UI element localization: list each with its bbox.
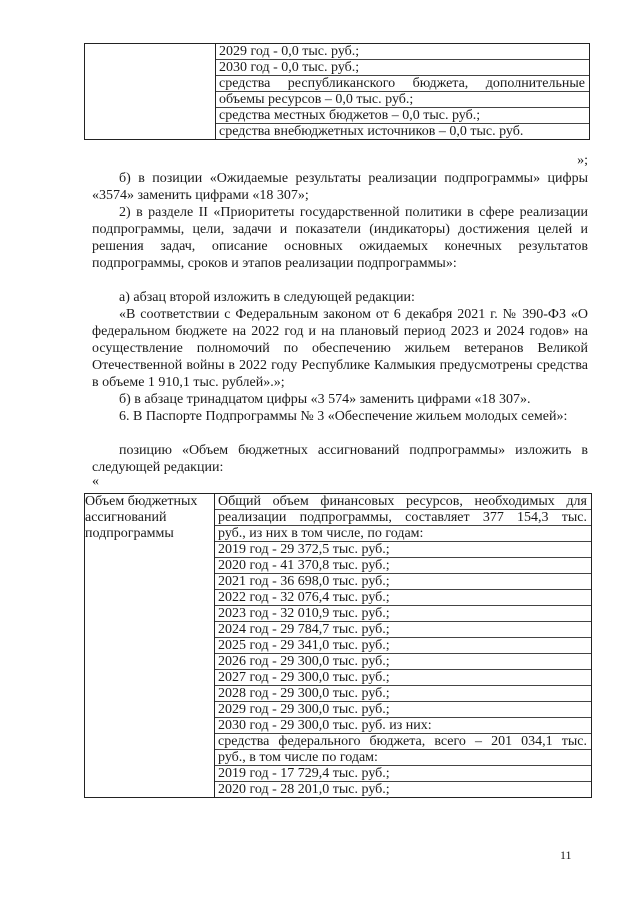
table-line: 2025 год - 29 341,0 тыс. руб.; [215, 638, 591, 654]
budget-table-continued [84, 43, 590, 140]
table-line: Общий объем финансовых ресурсов, необходимых для [215, 494, 591, 510]
table-line: 2019 год - 17 729,4 тыс. руб.; [215, 766, 591, 782]
table-line: 2022 год - 32 076,4 тыс. руб.; [215, 590, 591, 606]
table-line: объемы ресурсов – 0,0 тыс. руб.; [216, 92, 589, 108]
paragraph: б) в позиции «Ожидаемые результаты реализации подпрограммы» цифры «3574» заменить цифрами «18 307»; [92, 171, 588, 203]
opening-quote: « [92, 474, 99, 489]
table-line: 2028 год - 29 300,0 тыс. руб.; [215, 686, 591, 702]
paragraph: 6. В Паспорте Подпрограммы № 3 «Обеспечение жильем молодых семей»: [119, 409, 568, 424]
table-line: руб., из них в том числе, по годам: [215, 526, 591, 542]
table-line: реализации подпрограммы, составляет 377 154,3 тыс. [215, 510, 591, 526]
table-line: средства федерального бюджета, всего – 201 034,1 тыс. [215, 734, 591, 750]
table-line: 2024 год - 29 784,7 тыс. руб.; [215, 622, 591, 638]
table-line: 2020 год - 41 370,8 тыс. руб.; [215, 558, 591, 574]
page-number: 11 [560, 848, 572, 862]
paragraph: б) в абзаце тринадцатом цифры «3 574» заменить цифрами «18 307». [119, 392, 531, 407]
row-header: Объем бюджетных ассигнований подпрограммы [85, 494, 215, 798]
closing-quote: »; [577, 153, 588, 168]
table-right-cell [216, 44, 590, 140]
table-line: 2021 год - 36 698,0 тыс. руб.; [215, 574, 591, 590]
table-line: средства республиканского бюджета, дополнительные [216, 76, 589, 92]
table-line: руб., в том числе по годам: [215, 750, 591, 766]
table-line: 2030 год - 29 300,0 тыс. руб. из них: [215, 718, 591, 734]
table-line: 2027 год - 29 300,0 тыс. руб.; [215, 670, 591, 686]
table-line: 2023 год - 32 010,9 тыс. руб.; [215, 606, 591, 622]
table-left-cell [85, 44, 216, 140]
paragraph: а) абзац второй изложить в следующей редакции: [119, 290, 415, 305]
table-line: 2030 год - 0,0 тыс. руб.; [216, 60, 589, 76]
paragraph: позицию «Объем бюджетных ассигнований подпрограммы» изложить в следующей редакции: [92, 443, 588, 475]
table-line: 2019 год - 29 372,5 тыс. руб.; [215, 542, 591, 558]
paragraph: 2) в разделе II «Приоритеты государственной политики в сфере реализации подпрограммы, цели, задачи и показатели (индикаторы) достижения целей и решения задач, описание основных ожидаемых конечных результатов подпрограммы, сроков и этапов реализации подпрограммы»: [92, 205, 588, 271]
table-line: 2026 год - 29 300,0 тыс. руб.; [215, 654, 591, 670]
table-right-cell [215, 494, 592, 798]
table-line: 2020 год - 28 201,0 тыс. руб.; [218, 782, 390, 797]
budget-allocations-table [84, 493, 592, 798]
paragraph: «В соответствии с Федеральным законом от 6 декабря 2021 г. № 390-ФЗ «О федеральном бюджете на 2022 год и на плановый период 2023 и 2024 годов» на осуществление полномочий по обеспечению жильем ветеранов Великой Отечественной войны в 2022 году Республике Калмыкия предусмотрены средства в объеме 1 910,1 тыс. рублей».»; [92, 307, 588, 390]
table-line: 2029 год - 29 300,0 тыс. руб.; [215, 702, 591, 718]
table-line: средства внебюджетных источников – 0,0 тыс. руб. [219, 124, 524, 139]
table-line: средства местных бюджетов – 0,0 тыс. руб.; [216, 108, 589, 124]
table-line: 2029 год - 0,0 тыс. руб.; [216, 44, 589, 60]
